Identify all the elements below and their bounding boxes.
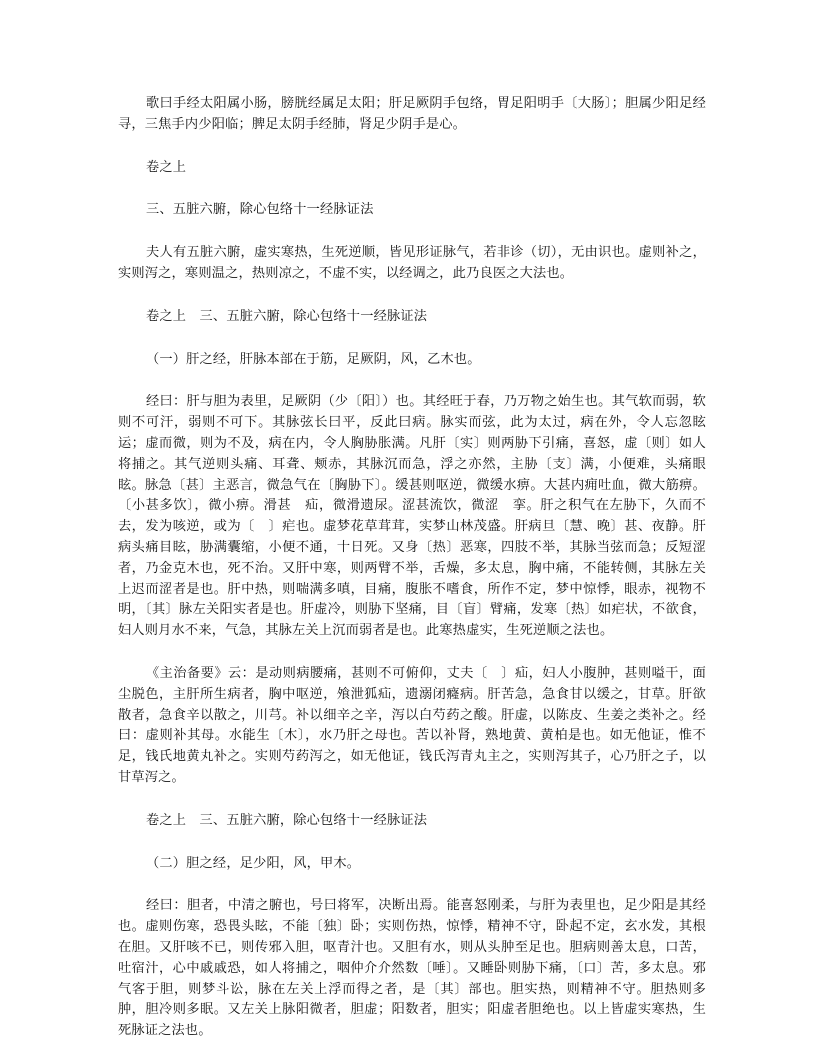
section-heading: 三、五脏六腑，除心包络十一经脉证法 bbox=[146, 202, 374, 218]
mnemonic-verse-paragraph: 歌曰手经太阳属小肠，膀胱经属足太阳；肝足厥阴手包络，胃足阳明手〔大肠〕；胆属少阳足经寻，三焦手内少阳临；脾足太阴手经肺，肾足少阴手是心。 bbox=[118, 96, 706, 132]
running-heading-1: 卷之上 三、五脏六腑，除心包络十一经脉证法 bbox=[146, 308, 428, 324]
intro-paragraph: 夫人有五脏六腑，虚实寒热，生死逆顺，皆见形证脉气，若非诊（切），无由识也。虚则补之，实则泻之，寒则温之，热则凉之，不虚不实，以经调之，此乃良医之大法也。 bbox=[118, 245, 706, 281]
gallbladder-meridian-heading: （二）胆之经，足少阳，风，甲木。 bbox=[146, 855, 361, 871]
liver-classic-paragraph: 经曰：肝与胆为表里，足厥阴（少〔阳〕）也。其经旺于春，乃万物之始生也。其气软而弱，软则不可汗，弱则不可下。其脉弦长曰平，反此曰病。脉实而弦，此为太过，病在外，令人忘忽眩运；虚而微，则为不及，病在内，令人胸胁胀满。凡肝〔实〕则两胁下引痛，喜怒，虚〔则〕如人将捕之。其气逆则头痛、耳聋、颊赤，其脉沉而急，浮之亦然，主胁〔支〕满，小便难，头痛眼眩。脉急〔甚〕主恶言，微急气在〔胸胁下〕。缓甚则呕逆，微缓水痹。大甚内痈吐血，微大筋痹。〔小甚多饮〕，微小痹。滑甚 疝，微滑遗尿。涩甚流饮，微涩 挛。肝之积气在左胁下，久而不去，发为咳逆，或为〔 〕疟也。虚梦花草茸茸，实梦山林茂盛。肝病旦〔慧、晚〕甚、夜静。肝病头痛目眩，胁满囊缩，小便不通，十日死。又身〔热〕恶寒，四肢不举，其脉当弦而急；反短涩者，乃金克木也，死不治。又肝中寒，则两臂不举，舌燥，多太息，胸中痛，不能转侧，其脉左关上迟而涩者是也。肝中热，则喘满多嗔，目痛，腹胀不嗜食，所作不定，梦中惊悸，眼赤，视物不明，〔其〕脉左关阳实者是也。肝虚冷，则胁下坚痛，目〔盲〕臂痛，发寒〔热〕如疟状，不欲食，妇人则月水不来，气急，其脉左关上沉而弱者是也。此寒热虚实，生死逆顺之法也。 bbox=[118, 394, 706, 639]
document-page bbox=[118, 94, 706, 1042]
gallbladder-classic-paragraph: 经曰：胆者，中清之腑也，号曰将军，决断出焉。能喜怒刚柔，与肝为表里也，足少阳是其经也。虚则伤寒，恐畏头眩，不能〔独〕卧；实则伤热，惊悸，精神不守，卧起不定，玄水发，其根在胆。又肝咳不已，则传邪入胆，呕青汁也。又胆有水，则从头肿至足也。胆病则善太息，口苦，吐宿汁，心中戚戚恐，如人将捕之，咽仲介介然数〔唾〕。又睡卧则胁下痛，〔口〕苦，多太息。邪气客于胆，则梦斗讼，脉在左关上浮而得之者，是〔其〕部也。胆实热，则精神不守。胆热则多肿，胆冷则多眠。又左关上脉阳微者，胆虚；阳数者，胆实；阳虚者胆绝也。以上皆虚实寒热，生死脉证之法也。 bbox=[118, 898, 706, 1039]
volume-heading: 卷之上 bbox=[146, 159, 187, 175]
running-heading-2: 卷之上 三、五脏六腑，除心包络十一经脉证法 bbox=[146, 812, 428, 828]
liver-meridian-heading: （一）肝之经，肝脉本部在于筋，足厥阴，风，乙木也。 bbox=[146, 351, 481, 367]
liver-treatment-paragraph: 《主治备要》云：是动则病腰痛，甚则不可俯仰，丈夫〔 〕疝，妇人小腹肿，甚则嗌干，面尘脱色，主肝所生病者，胸中呕逆，飧泄狐疝，遗溺闭癃病。肝苦急，急食甘以缓之，甘草。肝欲散者，急食辛以散之，川芎。补以细辛之辛，泻以白芍药之酸。肝虚，以陈皮、生姜之类补之。经曰：虚则补其母。水能生〔木〕，水乃肝之母也。苦以补肾，熟地黄、黄柏是也。如无他证，惟不足，钱氏地黄丸补之。实则芍药泻之，如无他证，钱氏泻青丸主之，实则泻其子，心乃肝之子，以甘草泻之。 bbox=[118, 665, 706, 785]
